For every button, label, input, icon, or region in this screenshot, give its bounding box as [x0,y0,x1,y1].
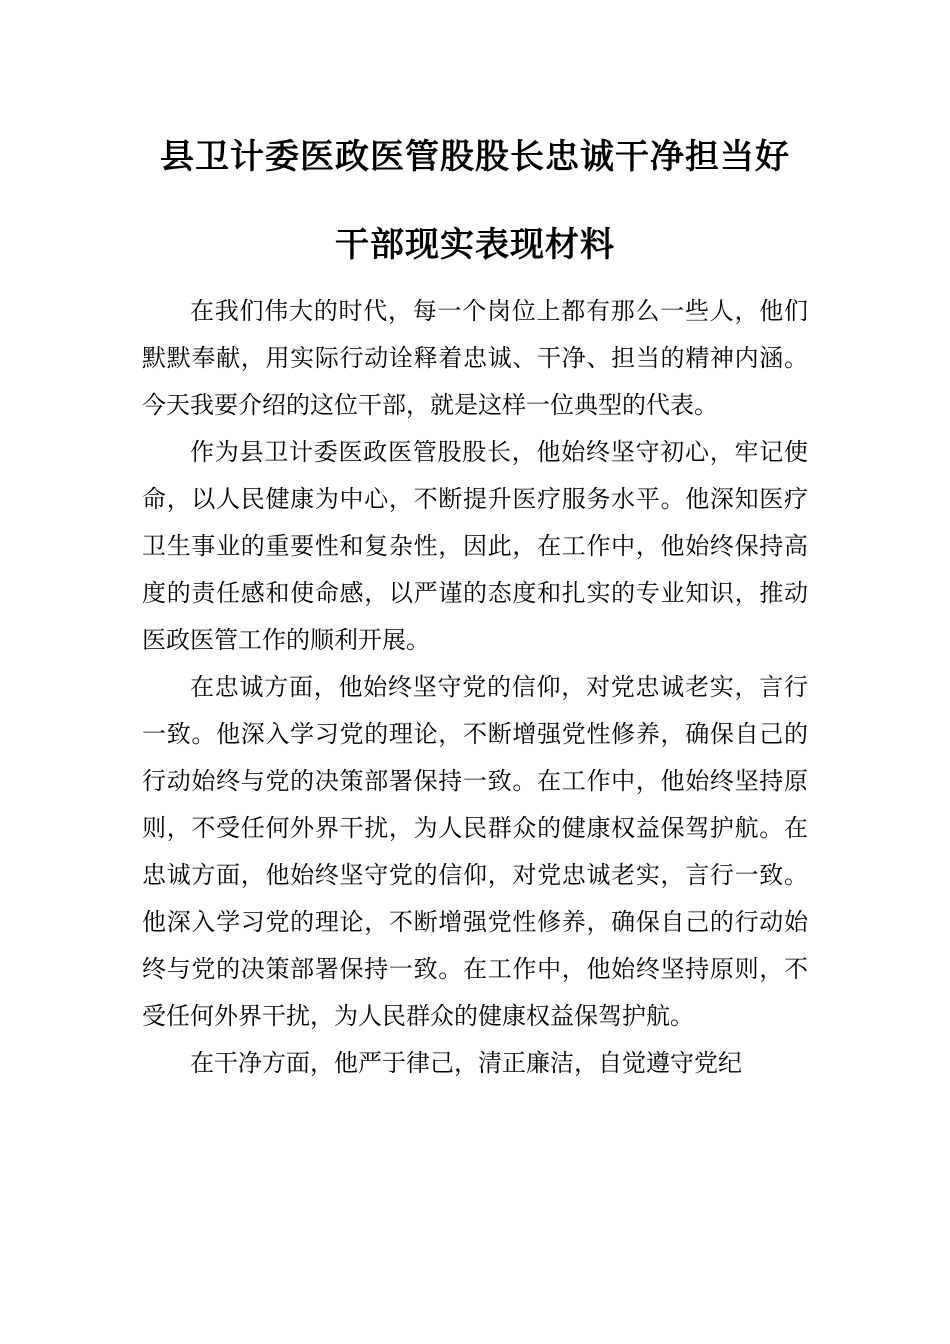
document-title [142,113,808,289]
document-title-line-1: 县卫计委医政医管股股长忠诚干净担当好 [160,138,790,176]
paragraph-loyalty: 在忠诚方面，他始终坚守党的信仰，对党忠诚老实，言行一致。他深入学习党的理论，不断增强党性修养，确保自己的行动始终与党的决策部署保持一致。在工作中，他始终坚持原则，不受任何外界干扰，为人民群众的健康权益保驾护航。在忠诚方面，他始终坚守党的信仰，对党忠诚老实，言行一致。他深入学习党的理论，不断增强党性修养，确保自己的行动始终与党的决策部署保持一致。在工作中，他始终坚持原则，不受任何外界干扰，为人民群众的健康权益保驾护航。 [142,675,808,1030]
document-body [142,289,808,1088]
paragraph-role-overview: 作为县卫计委医政医管股股长，他始终坚守初心，牢记使命，以人民健康为中心，不断提升医疗服务水平。他深知医疗卫生事业的重要性和复杂性，因此，在工作中，他始终保持高度的责任感和使命感，以严谨的态度和扎实的专业知识，推动医政医管工作的顺利开展。 [142,440,808,654]
paragraph-intro: 在我们伟大的时代，每一个岗位上都有那么一些人，他们默默奉献，用实际行动诠释着忠诚、干净、担当的精神内涵。今天我要介绍的这位干部，就是这样一位典型的代表。 [142,299,808,419]
paragraph-integrity-truncated: 在干净方面，他严于律己，清正廉洁，自觉遵守党纪 [190,1051,742,1077]
document-title-line-2: 干部现实表现材料 [335,226,615,264]
